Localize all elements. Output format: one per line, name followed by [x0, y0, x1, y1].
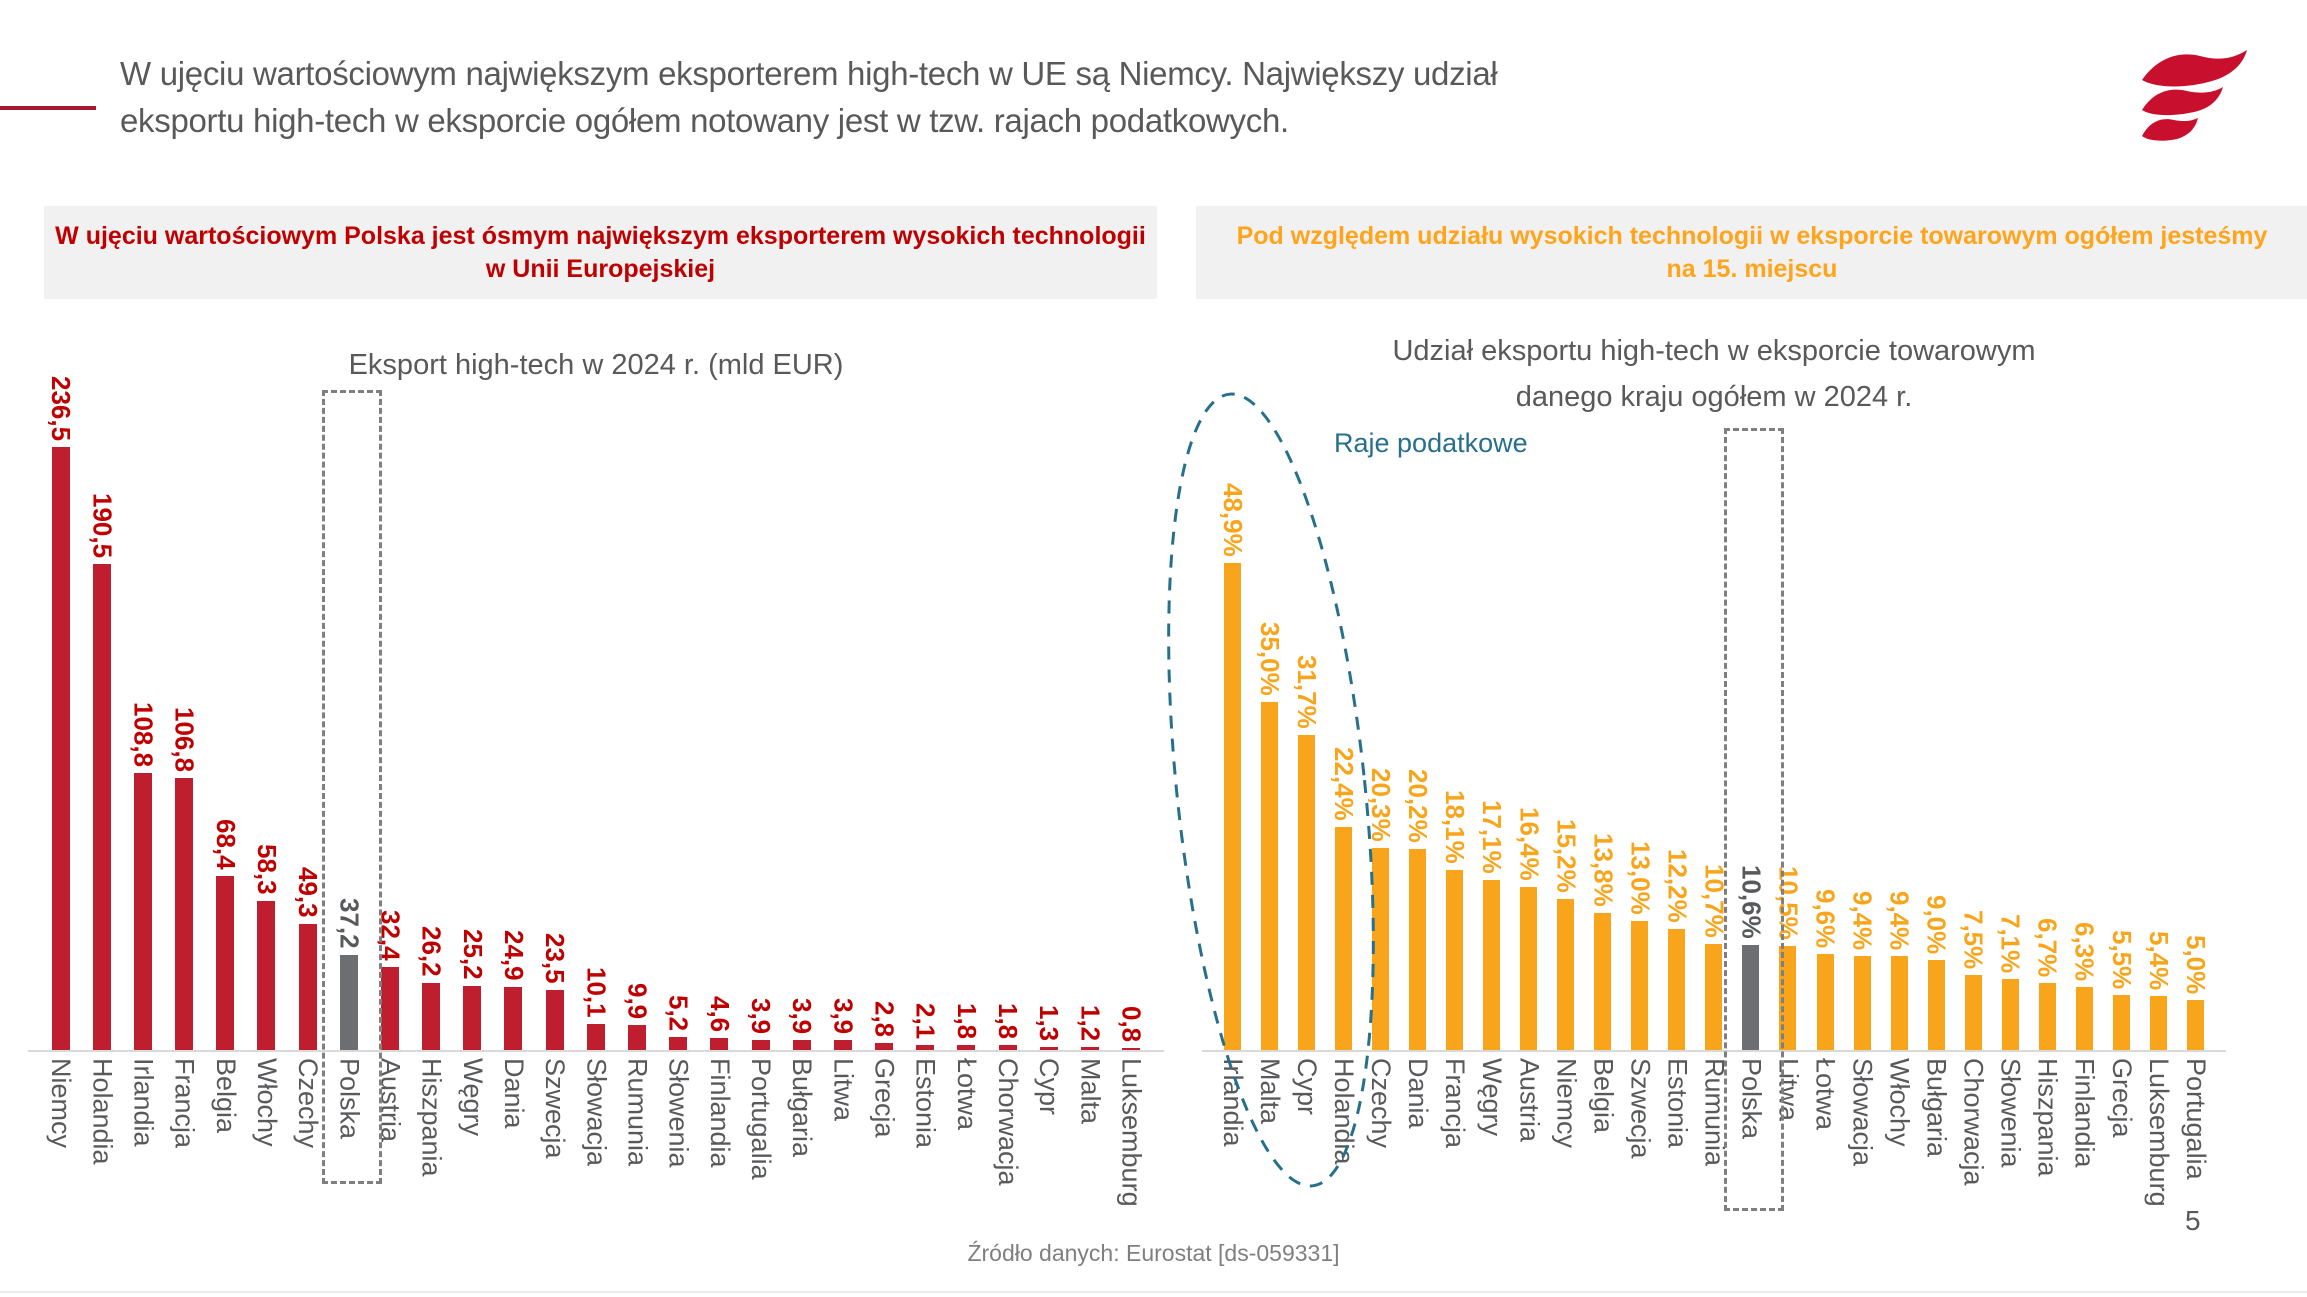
category-label-Włochy: Włochy: [1884, 1058, 1915, 1147]
value-label-Cypr: 1,3: [1034, 1004, 1065, 1041]
bar-Belgia: [216, 876, 234, 1050]
bottom-divider: [0, 1291, 2307, 1293]
bar-Grecja: [875, 1043, 893, 1050]
category-cell: [164, 1058, 205, 1268]
category-cell: [2140, 1058, 2177, 1268]
value-label-Łotwa: 1,8: [951, 1002, 982, 1039]
category-cell: [81, 1058, 122, 1268]
category-cell: [2066, 1058, 2103, 1268]
bar-column: [1288, 338, 1325, 1050]
value-label-Austria: 16,4%: [1514, 807, 1545, 881]
bar-Włochy: [257, 901, 275, 1050]
bar-Słowacja: [1854, 956, 1871, 1050]
plot-area: [40, 338, 1152, 1050]
bar-Francja: [1446, 870, 1463, 1050]
bar-column: [1881, 338, 1918, 1050]
bar-column: [822, 338, 863, 1050]
bar-Francja: [175, 778, 193, 1050]
category-cell: [1214, 1058, 1251, 1268]
category-label-Finlandia: Finlandia: [704, 1058, 735, 1168]
value-label-Belgia: 68,4: [210, 819, 241, 870]
value-label-Polska: 10,6%: [1736, 865, 1767, 939]
x-axis-line: [1202, 1050, 2226, 1052]
value-label-Rumunia: 10,7%: [1699, 864, 1730, 938]
category-label-Irlandia: Irlandia: [128, 1058, 159, 1147]
bar-column: [658, 338, 699, 1050]
bar-Luksemburg: [2150, 996, 2167, 1050]
left-panel-header-line1: W ujęciu wartościowym Polska jest ósmym największym eksporterem wysokich technologii: [55, 221, 1146, 250]
category-cell: [534, 1058, 575, 1268]
category-label-Polska: Polska: [1736, 1058, 1767, 1140]
category-cell: [1110, 1058, 1151, 1268]
value-label-Finlandia: 6,3%: [2069, 921, 2100, 981]
value-label-Holandia: 190,5: [87, 492, 118, 558]
value-label-Węgry: 17,1%: [1477, 800, 1508, 874]
category-cell: [2029, 1058, 2066, 1268]
bar-Włochy: [1891, 956, 1908, 1050]
category-label-Hiszpania: Hiszpania: [416, 1058, 447, 1177]
value-label-Estonia: 12,2%: [1662, 849, 1693, 923]
category-label-Słowacja: Słowacja: [581, 1058, 612, 1167]
bar-column: [1251, 338, 1288, 1050]
category-cell: [658, 1058, 699, 1268]
bar-Rumunia: [628, 1025, 646, 1050]
bar-column: [616, 338, 657, 1050]
category-label-Estonia: Estonia: [910, 1058, 941, 1149]
value-label-Litwa: 3,9: [828, 997, 859, 1034]
bar-column: [1658, 338, 1695, 1050]
value-label-Bułgaria: 9,0%: [1921, 894, 1952, 954]
category-cell: [987, 1058, 1028, 1268]
bar-Austria: [381, 967, 399, 1050]
category-cell: [1918, 1058, 1955, 1268]
bar-Słowenia: [2002, 979, 2019, 1050]
category-label-Austria: Austria: [375, 1058, 406, 1143]
bar-Holandia: [1335, 827, 1352, 1050]
bar-column: [2029, 338, 2066, 1050]
category-cell: [1807, 1058, 1844, 1268]
value-label-Szwecja: 13,0%: [1625, 841, 1656, 915]
category-label-Cypr: Cypr: [1292, 1058, 1323, 1116]
category-label-Łotwa: Łotwa: [1810, 1058, 1841, 1131]
category-label-Niemcy: Niemcy: [46, 1058, 77, 1149]
bar-Rumunia: [1705, 944, 1722, 1050]
category-label-Luksemburg: Luksemburg: [2143, 1058, 2174, 1207]
category-label-Malta: Malta: [1255, 1058, 1286, 1125]
value-label-Francja: 106,8: [169, 706, 200, 772]
bar-column: [1547, 338, 1584, 1050]
category-cell: [1584, 1058, 1621, 1268]
category-label-Hiszpania: Hiszpania: [2032, 1058, 2063, 1177]
x-axis-line: [28, 1050, 1164, 1052]
bar-Cypr: [1298, 735, 1315, 1050]
category-label-Szwecja: Szwecja: [1625, 1058, 1656, 1159]
category-label-Słowacja: Słowacja: [1847, 1058, 1878, 1167]
value-label-Grecja: 2,8: [869, 1000, 900, 1037]
value-label-Austria: 32,4: [375, 910, 406, 961]
value-label-Chorwacja: 1,8: [993, 1002, 1024, 1039]
bar-column: [164, 338, 205, 1050]
bar-column: [905, 338, 946, 1050]
category-label-Belgia: Belgia: [210, 1058, 241, 1134]
value-label-Grecja: 5,5%: [2106, 929, 2137, 989]
category-label-Niemcy: Niemcy: [1551, 1058, 1582, 1149]
category-label-Słowenia: Słowenia: [1995, 1058, 2026, 1168]
category-cell: [205, 1058, 246, 1268]
category-label-Holandia: Holandia: [87, 1058, 118, 1165]
bar-Niemcy: [52, 447, 70, 1050]
chart-export-share: [1214, 0, 2214, 1297]
bar-column: [575, 338, 616, 1050]
value-label-Portugalia: 5,0%: [2180, 934, 2211, 994]
bar-Belgia: [1594, 913, 1611, 1050]
category-cell: [1436, 1058, 1473, 1268]
bar-Dania: [504, 987, 522, 1050]
category-cell: [740, 1058, 781, 1268]
bar-Węgry: [463, 986, 481, 1050]
category-label-Estonia: Estonia: [1662, 1058, 1693, 1149]
category-cell: [905, 1058, 946, 1268]
bar-column: [1584, 338, 1621, 1050]
category-label-Szwecja: Szwecja: [540, 1058, 571, 1159]
category-cell: [493, 1058, 534, 1268]
bar-Portugalia: [752, 1040, 770, 1050]
value-label-Czechy: 49,3: [293, 867, 324, 918]
left-panel-header-line2: w Unii Europejskiej: [485, 254, 716, 283]
category-label-Portugalia: Portugalia: [2180, 1058, 2211, 1180]
value-label-Dania: 24,9: [498, 930, 529, 981]
value-label-Niemcy: 15,2%: [1551, 819, 1582, 893]
category-cell: [1473, 1058, 1510, 1268]
right-panel-header-line1: Pod względem udziału wysokich technologii w eksporcie towarowym ogółem jesteśmy: [1236, 221, 2268, 250]
category-cell: [1399, 1058, 1436, 1268]
value-label-Polska: 37,2: [334, 898, 365, 949]
category-label-Grecja: Grecja: [2106, 1058, 2137, 1138]
value-label-Chorwacja: 7,5%: [1958, 909, 1989, 969]
bar-column: [740, 338, 781, 1050]
category-label-Włochy: Włochy: [251, 1058, 282, 1147]
category-cell: [411, 1058, 452, 1268]
data-source-note: Źródło danych: Eurostat [ds-059331]: [967, 1240, 1340, 1266]
bar-Dania: [1409, 849, 1426, 1050]
bar-Szwecja: [546, 990, 564, 1050]
category-label-Rumunia: Rumunia: [622, 1058, 653, 1167]
value-label-Dania: 20,2%: [1403, 769, 1434, 843]
category-label-Irlandia: Irlandia: [1218, 1058, 1249, 1147]
value-label-Belgia: 13,8%: [1588, 833, 1619, 907]
category-cell: [1547, 1058, 1584, 1268]
left-chart-title: Eksport high-tech w 2024 r. (mld EUR): [348, 349, 844, 381]
value-label-Cypr: 31,7%: [1292, 655, 1323, 729]
bar-Czechy: [1372, 848, 1389, 1050]
category-cell: [1251, 1058, 1288, 1268]
category-label-Austria: Austria: [1514, 1058, 1545, 1143]
bar-Bułgaria: [793, 1040, 811, 1050]
bar-Słowacja: [587, 1024, 605, 1050]
category-label-Francja: Francja: [169, 1058, 200, 1149]
value-label-Francja: 18,1%: [1440, 790, 1471, 864]
bar-column: [493, 338, 534, 1050]
bar-column: [1992, 338, 2029, 1050]
category-cell: [863, 1058, 904, 1268]
category-label-Litwa: Litwa: [1773, 1058, 1804, 1122]
page-title-line1: W ujęciu wartościowym największym eksporterem high-tech w UE są Niemcy. Największy udział: [120, 55, 1498, 92]
category-cell: [575, 1058, 616, 1268]
highlight-frame-Polska: [1724, 428, 1784, 1211]
value-label-Finlandia: 4,6: [704, 995, 735, 1032]
value-label-Rumunia: 9,9: [622, 982, 653, 1019]
bar-Irlandia: [134, 773, 152, 1050]
bar-Finlandia: [2076, 987, 2093, 1050]
value-label-Malta: 1,2: [1075, 1004, 1106, 1041]
category-cell: [246, 1058, 287, 1268]
bar-column: [2177, 338, 2214, 1050]
category-label-Holandia: Holandia: [1329, 1058, 1360, 1165]
tax-havens-label: Raje podatkowe: [1334, 428, 1528, 458]
bar-Portugalia: [2187, 1000, 2204, 1050]
value-label-Portugalia: 3,9: [746, 997, 776, 1034]
bar-column: [246, 338, 287, 1050]
value-label-Hiszpania: 6,7%: [2032, 917, 2063, 977]
bar-Austria: [1520, 887, 1537, 1050]
value-label-Estonia: 2,1: [910, 1002, 941, 1039]
bar-column: [1110, 338, 1151, 1050]
value-label-Litwa: 10,5%: [1773, 866, 1804, 940]
value-label-Łotwa: 9,6%: [1810, 888, 1841, 948]
bar-Czechy: [299, 924, 317, 1050]
bar-Szwecja: [1631, 921, 1648, 1050]
value-label-Słowacja: 10,1: [581, 967, 612, 1018]
category-cell: [2103, 1058, 2140, 1268]
right-chart-title-line2: danego kraju ogółem w 2024 r.: [1515, 381, 1913, 413]
category-label-Malta: Malta: [1075, 1058, 1106, 1125]
category-label-Czechy: Czechy: [1366, 1058, 1397, 1149]
bar-column: [781, 338, 822, 1050]
category-cell: [1881, 1058, 1918, 1268]
bar-column: [40, 338, 81, 1050]
category-cell: [616, 1058, 657, 1268]
category-cell: [1288, 1058, 1325, 1268]
category-label-Węgry: Węgry: [457, 1058, 488, 1137]
bar-column: [946, 338, 987, 1050]
category-label-Portugalia: Portugalia: [746, 1058, 776, 1180]
bar-Słowenia: [669, 1037, 687, 1050]
category-cell: [40, 1058, 81, 1268]
value-label-Włochy: 9,4%: [1884, 890, 1915, 950]
category-label-Finlandia: Finlandia: [2069, 1058, 2100, 1168]
category-cell: [1992, 1058, 2029, 1268]
category-cell: [122, 1058, 163, 1268]
page-number: 5: [2185, 1205, 2201, 1236]
bar-Niemcy: [1557, 899, 1574, 1050]
value-label-Niemcy: 236,5: [46, 375, 77, 441]
bar-Węgry: [1483, 880, 1500, 1050]
category-cell: [781, 1058, 822, 1268]
bar-column: [122, 338, 163, 1050]
bar-Finlandia: [710, 1038, 728, 1050]
value-label-Czechy: 20,3%: [1366, 768, 1397, 842]
bar-Bułgaria: [1928, 960, 1945, 1050]
category-cell: [1028, 1058, 1069, 1268]
bar-Holandia: [93, 564, 111, 1050]
value-label-Malta: 35,0%: [1255, 622, 1286, 696]
bar-column: [205, 338, 246, 1050]
bar-column: [534, 338, 575, 1050]
bar-column: [81, 338, 122, 1050]
category-cell: [1658, 1058, 1695, 1268]
value-label-Słowenia: 7,1%: [1995, 913, 2026, 973]
bar-Litwa: [834, 1040, 852, 1050]
right-chart-title-line1: Udział eksportu high-tech w eksporcie towarowym: [1392, 335, 2036, 367]
value-label-Luksemburg: 0,8: [1116, 1005, 1147, 1042]
category-label-Chorwacja: Chorwacja: [993, 1058, 1024, 1186]
bar-Łotwa: [1817, 954, 1834, 1050]
value-label-Węgry: 25,2: [457, 929, 488, 980]
bar-column: [2103, 338, 2140, 1050]
category-label-Rumunia: Rumunia: [1699, 1058, 1730, 1167]
bar-column: [1918, 338, 1955, 1050]
bar-column: [1621, 338, 1658, 1050]
bar-Hiszpania: [422, 983, 440, 1050]
bar-column: [411, 338, 452, 1050]
category-label-Dania: Dania: [1403, 1058, 1434, 1129]
value-label-Słowenia: 5,2: [663, 994, 694, 1031]
category-label-Węgry: Węgry: [1477, 1058, 1508, 1137]
bar-column: [863, 338, 904, 1050]
category-cell: [1069, 1058, 1110, 1268]
bar-Estonia: [1668, 929, 1685, 1050]
page-title-line2: eksportu high-tech w eksporcie ogółem notowany jest w tzw. rajach podatkowych.: [120, 102, 1289, 139]
category-cell: [452, 1058, 493, 1268]
bar-Grecja: [2113, 995, 2130, 1050]
category-cell: [699, 1058, 740, 1268]
category-label-Polska: Polska: [334, 1058, 365, 1140]
bar-column: [699, 338, 740, 1050]
category-axis: [1214, 1058, 2214, 1268]
category-label-Francja: Francja: [1440, 1058, 1471, 1149]
value-label-Szwecja: 23,5: [540, 933, 571, 984]
category-label-Bułgaria: Bułgaria: [787, 1058, 818, 1158]
bar-column: [2066, 338, 2103, 1050]
category-label-Chorwacja: Chorwacja: [1958, 1058, 1989, 1186]
bar-Irlandia: [1224, 563, 1241, 1050]
value-label-Irlandia: 48,9%: [1218, 483, 1249, 557]
highlight-frame-Polska: [322, 390, 382, 1184]
value-label-Włochy: 58,3: [251, 844, 282, 895]
bar-Hiszpania: [2039, 983, 2056, 1050]
category-label-Grecja: Grecja: [869, 1058, 900, 1138]
category-cell: [1844, 1058, 1881, 1268]
value-label-Luksemburg: 5,4%: [2143, 930, 2174, 990]
chart-export-value: [40, 0, 1152, 1297]
category-cell: [1955, 1058, 1992, 1268]
bar-column: [1069, 338, 1110, 1050]
category-cell: [1510, 1058, 1547, 1268]
category-axis: [40, 1058, 1152, 1268]
bar-column: [1955, 338, 1992, 1050]
value-label-Irlandia: 108,8: [128, 701, 159, 767]
category-cell: [1621, 1058, 1658, 1268]
bar-column: [1214, 338, 1251, 1050]
bar-column: [987, 338, 1028, 1050]
category-label-Dania: Dania: [498, 1058, 529, 1129]
category-label-Łotwa: Łotwa: [951, 1058, 982, 1131]
category-label-Cypr: Cypr: [1034, 1058, 1065, 1116]
category-label-Luksemburg: Luksemburg: [1116, 1058, 1147, 1207]
category-label-Słowenia: Słowenia: [663, 1058, 694, 1168]
value-label-Holandia: 22,4%: [1329, 747, 1360, 821]
category-cell: [822, 1058, 863, 1268]
bar-column: [1028, 338, 1069, 1050]
category-cell: [946, 1058, 987, 1268]
bar-Malta: [1261, 702, 1278, 1050]
category-label-Czechy: Czechy: [293, 1058, 324, 1149]
bar-column: [452, 338, 493, 1050]
bar-column: [1844, 338, 1881, 1050]
category-cell: [1325, 1058, 1362, 1268]
bar-column: [1807, 338, 1844, 1050]
value-label-Bułgaria: 3,9: [787, 997, 818, 1034]
value-label-Hiszpania: 26,2: [416, 926, 447, 977]
category-label-Belgia: Belgia: [1588, 1058, 1619, 1134]
category-label-Bułgaria: Bułgaria: [1921, 1058, 1952, 1158]
category-label-Litwa: Litwa: [828, 1058, 859, 1122]
value-label-Słowacja: 9,4%: [1847, 890, 1878, 950]
bar-Chorwacja: [1965, 975, 1982, 1050]
category-cell: [1362, 1058, 1399, 1268]
right-panel-header-line2: na 15. miejscu: [1666, 254, 1838, 283]
bar-column: [2140, 338, 2177, 1050]
